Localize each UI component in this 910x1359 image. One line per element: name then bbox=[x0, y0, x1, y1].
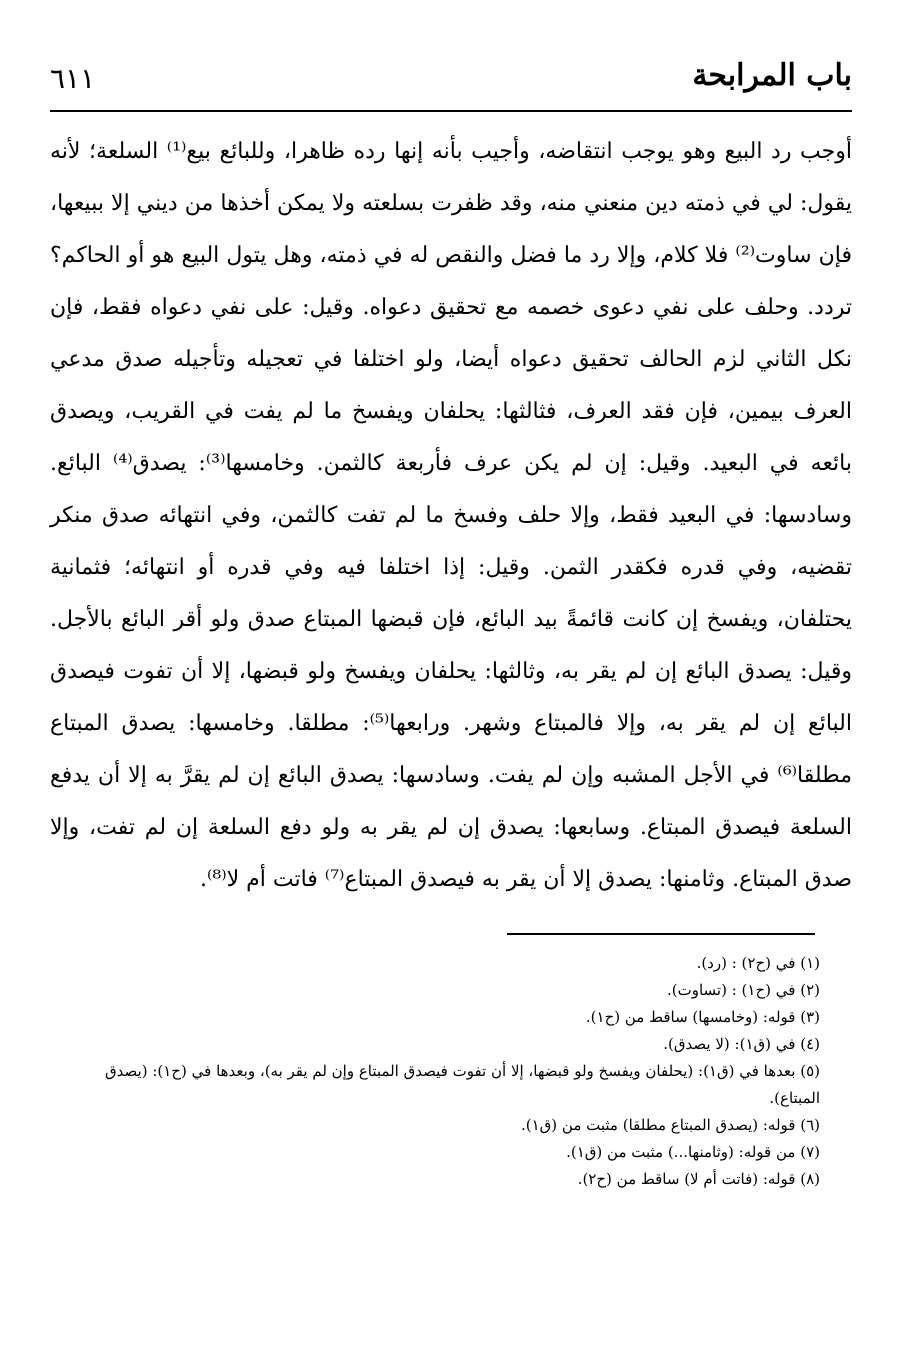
page-header bbox=[50, 52, 852, 112]
footnote-5: (٥) بعدها في (ق١): (يحلفان ويفسخ ولو قبضها، إلا أن تفوت فيصدق المبتاع وإن لم يقر به)، وبعدها في (ح١): (يصدق المبتاع). bbox=[105, 1062, 820, 1107]
footnote-3: (٣) قوله: (وخامسها) ساقط من (ح١). bbox=[585, 1008, 820, 1026]
footnote-2: (٢) في (ح١) : (تساوت). bbox=[667, 981, 820, 999]
footnotes bbox=[60, 950, 820, 1193]
footnote-7: (٧) من قوله: (وثامنها...) مثبت من (ق١). bbox=[566, 1143, 820, 1161]
footnote-1: (١) في (ح٢) : (رد). bbox=[696, 954, 820, 972]
footnote-6: (٦) قوله: (يصدق المبتاع مطلقا) مثبت من (ق١). bbox=[520, 1116, 820, 1134]
footnote-4: (٤) في (ق١): (لا يصدق). bbox=[663, 1035, 820, 1053]
footnote-separator bbox=[507, 933, 815, 935]
footnote-8: (٨) قوله: (فاتت أم لا) ساقط من (ح٢). bbox=[577, 1170, 820, 1188]
main-paragraph: أوجب رد البيع وهو يوجب انتقاضه، وأجيب بأنه إنها رده ظاهرا، وللبائع بيع⁽¹⁾ السلعة؛ لأنه يقول: لي في ذمته دين منعني منه، وقد ظفرت بسلعته ولا يمكن أخذها من ديني إلا ببيعها، فإن ساوت⁽²⁾ فلا كلام، وإلا رد ما فضل والنقص له في ذمته، وهل يتول البيع هو أو الحاكم؟ تردد. وحلف على نفي دعوى خصمه مع تحقيق دعواه. وقيل: على نفي دعواه فقط، فإن نكل الثاني لزم الحالف تحقيق دعواه أيضا، ولو اختلفا في تعجيله وتأجيله صدق مدعي العرف بيمين، فإن فقد العرف، فثالثها: يحلفان ويفسخ ما لم يفت في القريب، ويصدق بائعه في البعيد. وقيل: إن لم يكن عرف فأربعة كالثمن. وخامسها⁽³⁾: يصدق⁽⁴⁾ البائع. وسادسها: في البعيد فقط، وإلا حلف وفسخ ما لم تفت كالثمن، وفي انتهائه صدق منكر تقضيه، وفي قدره فكقدر الثمن. وقيل: إذا اختلفا فيه وفي قدره أو انتهائه؛ فثمانية يحتلفان، ويفسخ إن كانت قائمةً بيد البائع، فإن قبضها المبتاع صدق ولو أقر البائع بالأجل. وقيل: يصدق البائع إن لم يقر به، وثالثها: يحلفان ويفسخ ولو قبضها، إلا أن تفوت فيصدق البائع إن لم يقر به، وإلا فالمبتاع وشهر. ورابعها⁽⁵⁾: مطلقا. وخامسها: يصدق المبتاع مطلقا⁽⁶⁾ في الأجل المشبه وإن لم يفت. وسادسها: يصدق البائع إن لم يقرَّ به إلا أن يدفع السلعة فيصدق المبتاع. وسابعها: يصدق إن لم يقر به ولو دفع السلعة إن لم تفت، وإلا صدق المبتاع. وثامنها: يصدق إلا أن يقر به فيصدق المبتاع⁽⁷⁾ فاتت أم لا⁽⁸⁾. bbox=[50, 139, 853, 892]
page-number: ٦١١ bbox=[50, 62, 96, 95]
main-text-block bbox=[50, 126, 852, 906]
chapter-title: باب المرابحة bbox=[692, 58, 852, 93]
